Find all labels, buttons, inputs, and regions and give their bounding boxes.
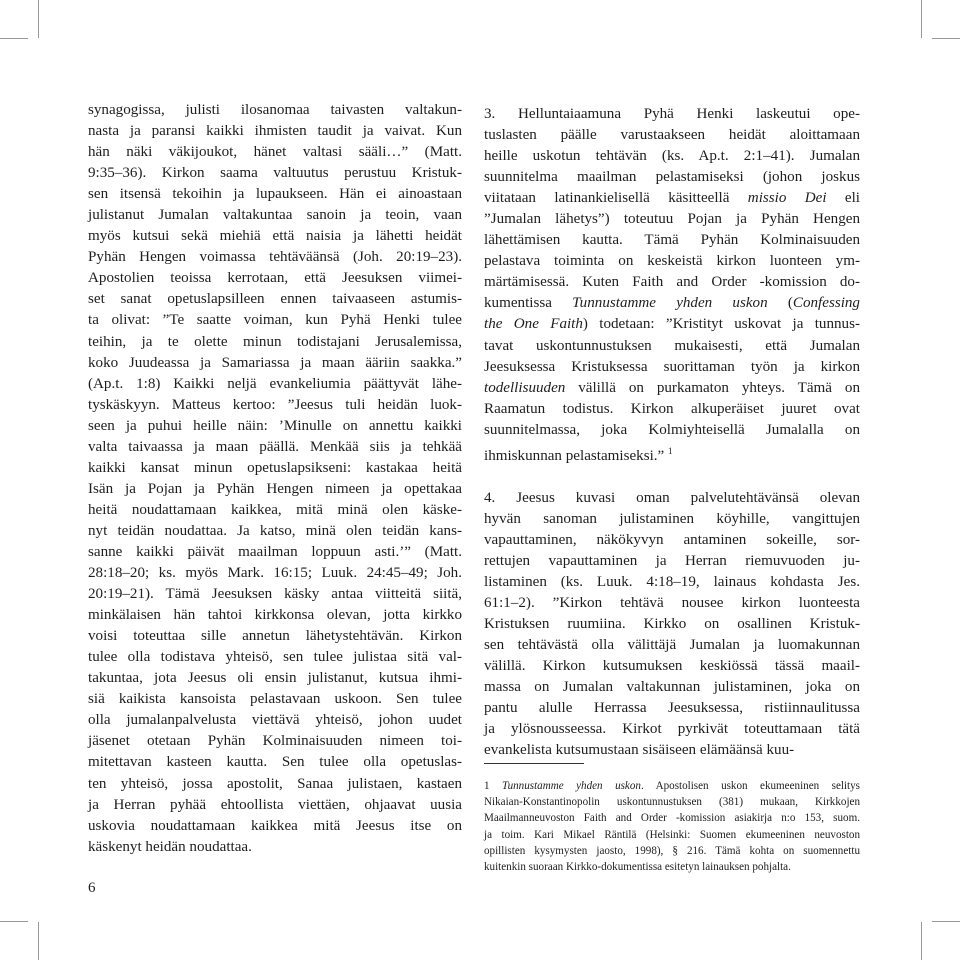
crop-mark	[38, 922, 39, 960]
crop-mark	[921, 0, 922, 38]
crop-mark	[932, 921, 960, 922]
text-line: suunnitelmassa, joka Kolmiyhteisellä Jumalalla on	[484, 421, 860, 438]
text-line: 4. Jeesus kuvasi oman palvelutehtävänsä olevan	[484, 489, 860, 506]
text-line: tyskäskyyn. Matteus kertoo: ”Jeesus tuli heidän luok-	[88, 396, 462, 413]
text-line: minkälaisen hän tahtoi kirkkonsa olevan, jotta kirkko	[88, 607, 462, 624]
text-line: takuntaa, jota Jeesus oli ensin julistanut, kutsua ihmi-	[88, 670, 462, 687]
crop-mark	[932, 38, 960, 39]
text-line: 61:1–2). ”Kirkon tehtävä nousee kirkon luonteesta	[484, 595, 860, 612]
text-line: kaikki kansat minun opetuslapsikseni: kastakaa heitä	[88, 459, 462, 476]
text-line: märtämisessä. Kuten Faith and Order -komission do-	[484, 274, 860, 291]
text-line: jäsenet otetaan Pyhän Kolminaisuuden nimeen toi-	[88, 733, 462, 750]
text-line: ja ylösnousseessa. Kirkot pyrkivät toteuttamaan tätä	[484, 721, 860, 738]
text-line: Nikaian-Konstantinopolin uskontunnustuksen (381) mukaan, Kirkkojen	[484, 796, 860, 809]
right-column	[484, 104, 860, 761]
text-line: tavat uskontunnustuksen mukaisesti, että Jumalan	[484, 337, 860, 354]
text-line: lähettämisen kautta. Tämä Pyhän Kolminaisuuden	[484, 232, 860, 249]
text-line: myös kutsui sekä miehiä että naisia ja lähetti heidät	[88, 228, 462, 245]
paragraph-3	[484, 104, 860, 467]
text-line: 9:35–36). Kirkon saama valtuutus perustuu Kristuk-	[88, 165, 462, 182]
text-line: uskovia noudattamaan kaikkea mitä Jeesus itse on	[88, 817, 462, 834]
text-line: rettujen vapauttaminen ja Herran riemuvuoden ju-	[484, 552, 860, 569]
text-line: hän näki väkijoukot, hänet valtasi sääli…” (Matt.	[88, 144, 462, 161]
footnote-rule	[484, 763, 584, 764]
text-line: tuslasten päälle varustaakseen heidät aloittamaan	[484, 127, 860, 144]
text-line: käskenyt heidän noudattaa.	[88, 838, 252, 855]
crop-mark	[38, 0, 39, 38]
text-line: pantu alulle Herrassa Jeesuksessa, ristiinnaulitussa	[484, 700, 860, 717]
text-line: pelastava toiminta on keskeistä kirkon luonteen ym-	[484, 253, 860, 270]
text-line: julistanut Jumalan valtakuntaa sanoin ja teoin, vaan	[88, 207, 462, 224]
text-line: the One Faith) todetaan: ”Kristityt uskovat ja tunnus-	[484, 316, 860, 333]
text-line: 3. Helluntaiaamuna Pyhä Henki laskeutui ope-	[484, 106, 860, 122]
text-line: ihmiskunnan pelastamiseksi.” $^1$	[484, 445, 673, 464]
text-line: Kristuksen ruumiina. Kirkko on osallinen Kristuk-	[484, 616, 860, 633]
text-line: ta olivat: ”Te saatte voiman, kun Pyhä Henki tulee	[88, 312, 462, 329]
text-line: sen itsensä tekoihin ja lupaukseen. Hän ei ainoastaan	[88, 186, 462, 203]
text-line: sen tehtävästä olla välittäjä Jumalan ja luomakunnan	[484, 637, 860, 654]
text-line: Jeesuksessa Kristuksessa suorittaman työn ja kirkon	[484, 358, 860, 375]
text-line: kuitenkin suoraan Kirkko-dokumentissa esitetyn lainauksen pohjalta.	[484, 861, 791, 874]
text-line: voisi toteuttaa sille annetun lähetystehtävän. Kirkon	[88, 628, 462, 645]
text-line: (Ap.t. 1:8) Kaikki neljä evankeliumia päättyvät lähe-	[88, 375, 462, 392]
text-line: Raamatun todistus. Kirkon alkuperäiset juuret ovat	[484, 400, 860, 417]
text-line: heille uskotun tehtävän (ks. Ap.t. 2:1–41). Jumalan	[484, 148, 860, 165]
crop-mark	[0, 38, 28, 39]
text-line: Isän ja Pojan ja Pyhän Hengen nimeen ja opettakaa	[88, 480, 462, 497]
text-line: 28:18–20; ks. myös Mark. 16:15; Luuk. 24:45–49; Joh.	[88, 565, 462, 582]
text-line: massa on Jumalan valtakunnan julistaminen, joka on	[484, 679, 860, 696]
text-line: viitataan latinankielisellä käsitteellä missio Dei eli	[484, 190, 860, 207]
text-line: evankelista kutsumustaan sisäiseen elämäänsä kuu-	[484, 742, 795, 759]
text-line: opillisten kysymysten jaosto, 1998), § 216. Tämä kohta on suomennettu	[484, 844, 860, 857]
text-line: nyt teidän noudattaa. Ja katso, minä olen teidän kans-	[88, 522, 462, 539]
crop-mark	[921, 922, 922, 960]
text-line: 1 Tunnustamme yhden uskon. Apostolisen uskon ekumeeninen selitys	[484, 780, 860, 792]
paragraph-gap	[484, 467, 860, 488]
text-line: ten yhteisö, jossa apostolit, Sanaa julistaen, kastaen	[88, 775, 462, 792]
text-line: olla jumalanpalvelusta viettävä yhteisö, johon uudet	[88, 712, 462, 729]
text-line: vapauttaminen, näkökyvyn antaminen sokeille, sor-	[484, 531, 860, 548]
text-line: 20:19–21). Tämä Jeesuksen käsky antaa viitteitä siitä,	[88, 586, 462, 603]
text-line: valta taivaassa ja maan päällä. Menkää siis ja tehkää	[88, 438, 462, 455]
text-line: teihin, ja te olette minun todistajani Jerusalemissa,	[88, 333, 462, 350]
text-line: heitä noudattamaan kaikkea, mitä minä olen käske-	[88, 501, 462, 518]
text-line: ”Jumalan lähetys”) toteutuu Pojan ja Pyhän Hengen	[484, 211, 860, 228]
text-line: nasta ja paransi kaikki ihmisten taudit ja vaivat. Kun	[88, 123, 462, 140]
footnote	[484, 778, 860, 875]
text-line: Maailmanneuvoston Faith and Order -komission asiakirja n:o 153, suom.	[484, 812, 860, 825]
text-line: välillä. Kirkon kutsumuksen keskiössä tässä maail-	[484, 658, 860, 675]
text-line: set sanat opetuslapsilleen ennen taivaaseen astumis-	[88, 291, 462, 308]
text-line: koko Juudeassa ja Samariassa ja maan ääriin saakka.”	[88, 354, 462, 371]
text-line: listaminen (ks. Luuk. 4:18–19, lainaus kohdasta Jes.	[484, 574, 860, 591]
text-line: Pyhän Hengen voimassa tehtäväänsä (Joh. 20:19–23).	[88, 249, 462, 266]
crop-mark	[0, 921, 28, 922]
text-line: suunnitelma maailman pelastamiseksi (johon joskus	[484, 169, 860, 186]
left-column	[88, 100, 462, 858]
text-line: Apostolien teoissa kerrotaan, että Jeesuksen viimei-	[88, 270, 462, 287]
text-line: tulee olla todistava yhteisö, sen tulee julistaa sitä val-	[88, 649, 462, 666]
text-line: mitettavan kasteen kautta. Sen tulee olla opetuslas-	[88, 754, 462, 771]
text-line: hyvän sanoman julistaminen köyhille, vangittujen	[484, 510, 860, 527]
text-line: ja Herran pyhää ehtoollista viettäen, ohjaavat uusia	[88, 796, 462, 813]
page-number: 6	[88, 880, 96, 896]
text-line: sanne kaikki päivät maailman loppuun asti.’” (Matt.	[88, 543, 462, 560]
text-line: synagogissa, julisti ilosanomaa taivasten valtakun-	[88, 102, 462, 118]
text-line: kumentissa Tunnustamme yhden uskon (Confessing	[484, 295, 860, 312]
paragraph-4	[484, 488, 860, 762]
text-line: todellisuuden välillä on purkamaton yhteys. Tämä on	[484, 379, 860, 396]
text-line: ja toim. Kari Mikael Räntilä (Helsinki: Suomen ekumeeninen neuvoston	[484, 828, 860, 841]
text-line: seen ja puhui heille näin: ’Minulle on annettu kaikki	[88, 417, 462, 434]
text-line: siä kaikista kansoista pelastavaan uskoon. Sen tulee	[88, 691, 462, 708]
